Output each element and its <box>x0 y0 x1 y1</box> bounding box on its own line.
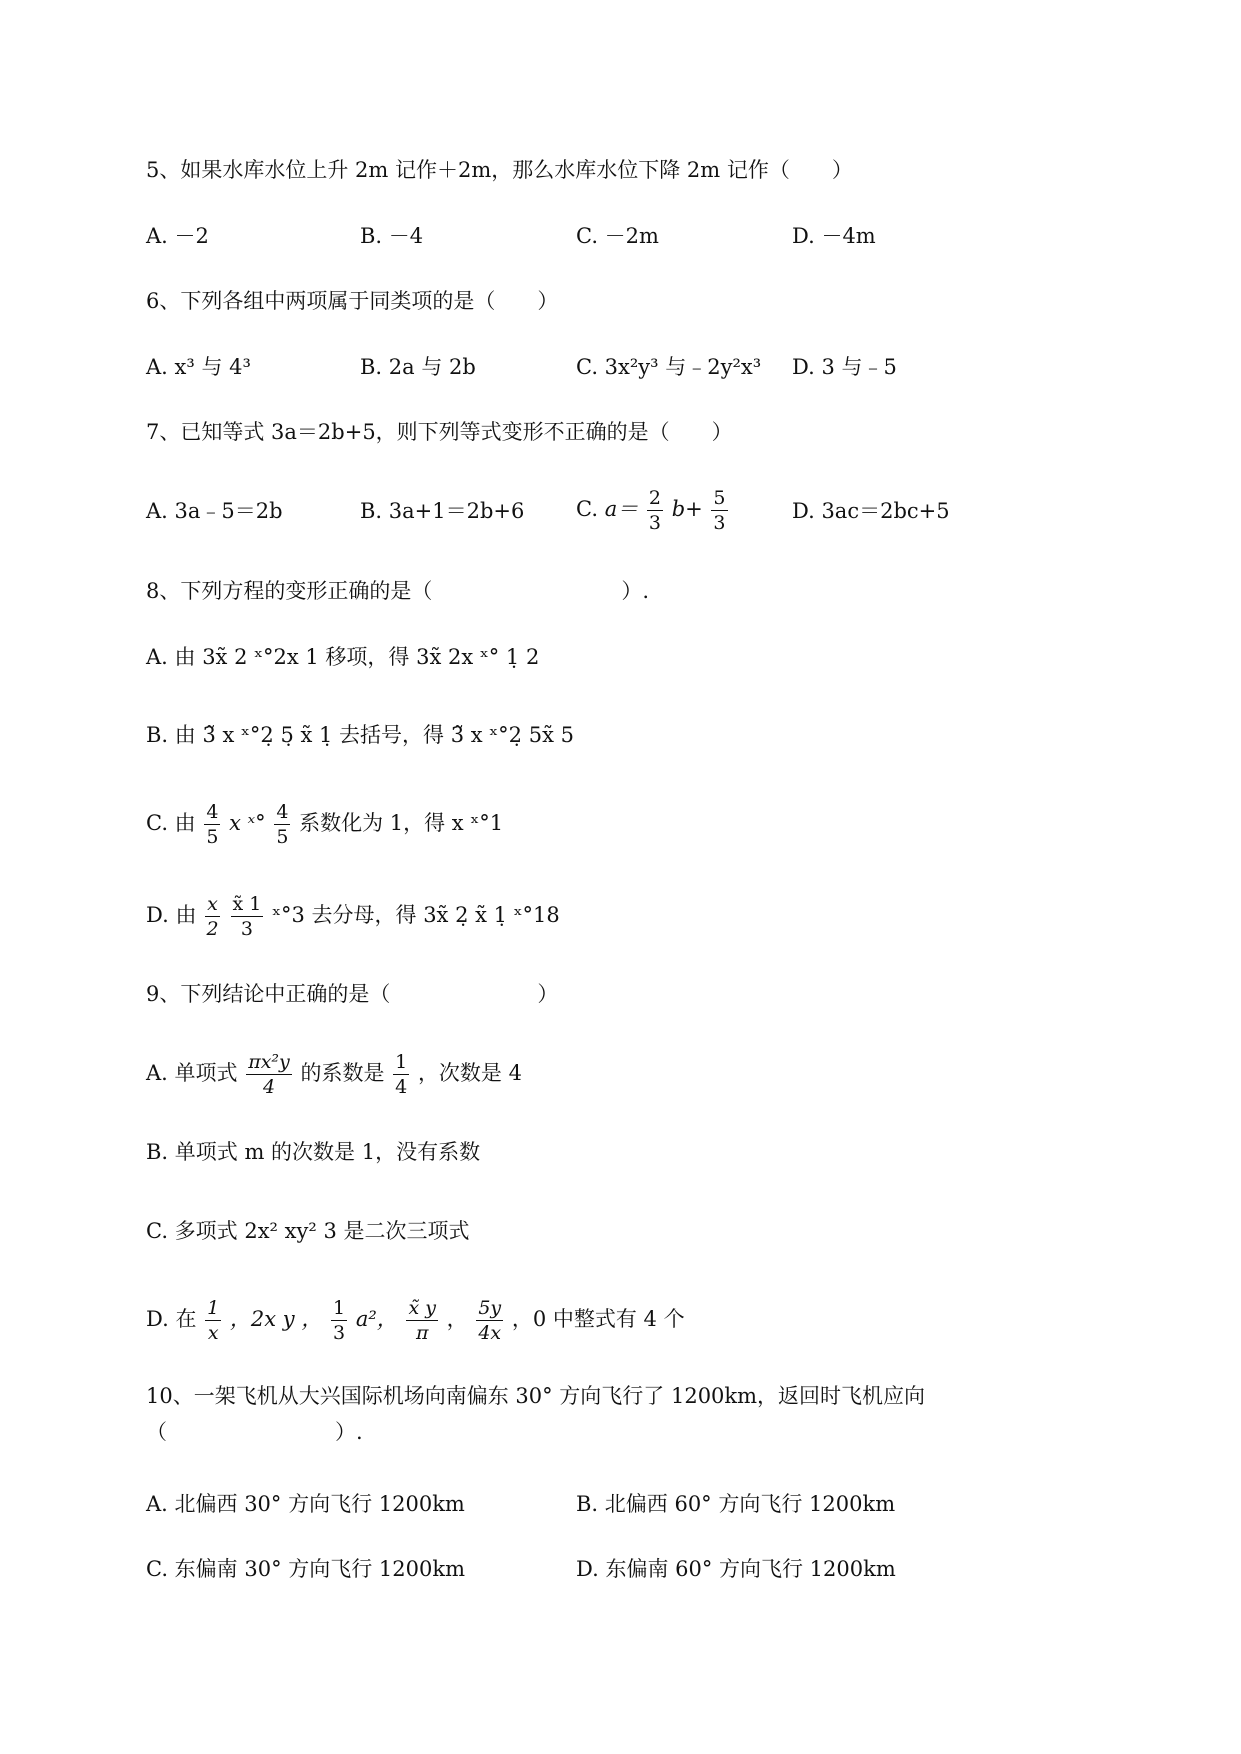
q9-option-a-mid: 的系数是 <box>300 1061 385 1085</box>
q10-option-b: B. 北偏西 60° 方向飞行 1200km <box>576 1492 896 1516</box>
fraction-denominator: 4 <box>395 1076 408 1098</box>
q9-option-d-label: D. 在 <box>146 1307 197 1331</box>
q10-stem-line-1: 10、一架飞机从大兴国际机场向南偏东 30° 方向飞行了 1200km，返回时飞机应向 <box>146 1384 926 1408</box>
q10-option-c: C. 东偏南 30° 方向飞行 1200km <box>146 1557 465 1581</box>
q8-stem: 8、下列方程的变形正确的是（ ）. <box>146 579 650 603</box>
q8-option-a: A. 由 3x̃ 2 ˣ°2x 1 移项，得 3x̃ 2x ˣ° 1̣ 2 <box>146 645 540 669</box>
q6-option-d: D. 3 与﹣5 <box>792 355 897 379</box>
fraction-denominator: 5 <box>276 826 289 848</box>
q8-option-c-fraction-2 <box>274 800 290 849</box>
q9-stem: 9、下列结论中正确的是（ ） <box>146 982 559 1006</box>
fraction-numerator: 2 <box>648 487 661 509</box>
q9-option-d <box>146 1296 685 1345</box>
q7-option-c-label: C. <box>576 497 598 521</box>
q5-stem: 5、如果水库水位上升 2m 记作＋2m，那么水库水位下降 2m 记作（ ） <box>146 158 853 182</box>
q7-option-c <box>576 486 730 535</box>
q8-option-c-label: C. 由 <box>146 811 196 835</box>
q6-option-b: B. 2a 与 2b <box>360 355 476 379</box>
q7-option-b: B. 3a+1＝2b+6 <box>360 499 525 523</box>
q10-option-d: D. 东偏南 60° 方向飞行 1200km <box>576 1557 896 1581</box>
fraction-denominator: 2 <box>206 918 219 940</box>
q8-option-c-fraction-1 <box>204 800 220 849</box>
q9-option-d-fraction-2 <box>331 1296 347 1345</box>
fraction-numerator: 4 <box>276 801 289 823</box>
fraction-numerator: 1 <box>207 1297 220 1319</box>
q8-option-d-post: ˣ°3 去分母，得 3x̃ 2̣ x̃ 1̣ ˣ°18 <box>272 903 560 927</box>
q9-option-a <box>146 1050 522 1099</box>
fraction-numerator: 4 <box>206 801 219 823</box>
q9-option-d-text-1: ，2x y ， <box>229 1307 323 1331</box>
q6-stem: 6、下列各组中两项属于同类项的是（ ） <box>146 289 559 313</box>
q7-option-c-fraction-1 <box>647 486 663 535</box>
q8-option-b: B. 由 3̃ x ˣ°2̣ 5̣ x̃ 1̣ 去括号，得 3̃ x ˣ°2̣ 5x̃ 5 <box>146 723 574 747</box>
fraction-denominator: 3 <box>648 512 661 534</box>
q6-option-a: A. x³ 与 4³ <box>146 355 251 379</box>
q5-option-d: D. －4m <box>792 224 876 248</box>
q7-option-c-fraction-2 <box>711 486 727 535</box>
q9-option-d-fraction-4 <box>476 1296 503 1345</box>
q9-option-d-post: ，0 中整式有 4 个 <box>511 1307 685 1331</box>
q9-option-d-text-3: ， <box>446 1307 468 1331</box>
q10-stem-line-2: （ ）. <box>146 1420 363 1444</box>
q8-option-d-fraction-1 <box>205 892 220 941</box>
fraction-numerator: 5 <box>713 487 726 509</box>
fraction-denominator: π <box>415 1322 429 1344</box>
q9-option-a-fraction-1 <box>246 1050 292 1099</box>
q7-option-c-pre: a＝ <box>604 497 639 521</box>
q9-option-d-fraction-1 <box>205 1296 221 1345</box>
fraction-denominator: 4x <box>478 1322 502 1344</box>
fraction-numerator: 1 <box>395 1051 408 1073</box>
q7-stem: 7、已知等式 3a＝2b+5，则下列等式变形不正确的是（ ） <box>146 420 733 444</box>
q9-option-c: C. 多项式 2x² xy² 3 是二次三项式 <box>146 1219 470 1243</box>
fraction-denominator: 5 <box>206 826 219 848</box>
q8-option-d <box>146 892 560 941</box>
fraction-numerator: 1 <box>333 1297 346 1319</box>
q10-option-a: A. 北偏西 30° 方向飞行 1200km <box>146 1492 465 1516</box>
q9-option-d-fraction-3 <box>406 1296 438 1345</box>
q8-option-c-post: 系数化为 1，得 x ˣ°1 <box>299 811 504 835</box>
q9-option-a-post: ，次数是 4 <box>417 1061 522 1085</box>
fraction-numerator: πx²y <box>248 1051 290 1073</box>
q9-option-b: B. 单项式 m 的次数是 1，没有系数 <box>146 1140 481 1164</box>
q9-option-a-label: A. 单项式 <box>146 1061 238 1085</box>
q8-option-c <box>146 800 503 849</box>
fraction-denominator: 3 <box>333 1322 346 1344</box>
fraction-denominator: 3 <box>713 512 726 534</box>
q5-option-a: A. －2 <box>146 224 209 248</box>
q5-option-b: B. －4 <box>360 224 424 248</box>
q5-option-c: C. －2m <box>576 224 659 248</box>
fraction-denominator: x <box>207 1322 219 1344</box>
q8-option-d-label: D. 由 <box>146 903 197 927</box>
q7-option-c-mid: b+ <box>671 497 703 521</box>
q8-option-d-fraction-2 <box>231 892 264 941</box>
q9-option-a-fraction-2 <box>393 1050 409 1099</box>
fraction-numerator: 5y <box>478 1297 502 1319</box>
q7-option-d: D. 3ac＝2bc+5 <box>792 499 950 523</box>
q7-option-a: A. 3a﹣5＝2b <box>146 499 283 523</box>
fraction-numerator: x̃ 1 <box>232 893 262 915</box>
fraction-denominator: 3 <box>240 918 254 940</box>
fraction-denominator: 4 <box>262 1076 276 1098</box>
fraction-numerator: x̃ y <box>408 1297 436 1319</box>
q9-option-d-text-2: a²， <box>355 1307 398 1331</box>
q6-option-c: C. 3x²y³ 与﹣2y²x³ <box>576 355 762 379</box>
q8-option-c-mid: x ˣ° <box>229 811 266 835</box>
fraction-numerator: x <box>207 893 218 915</box>
